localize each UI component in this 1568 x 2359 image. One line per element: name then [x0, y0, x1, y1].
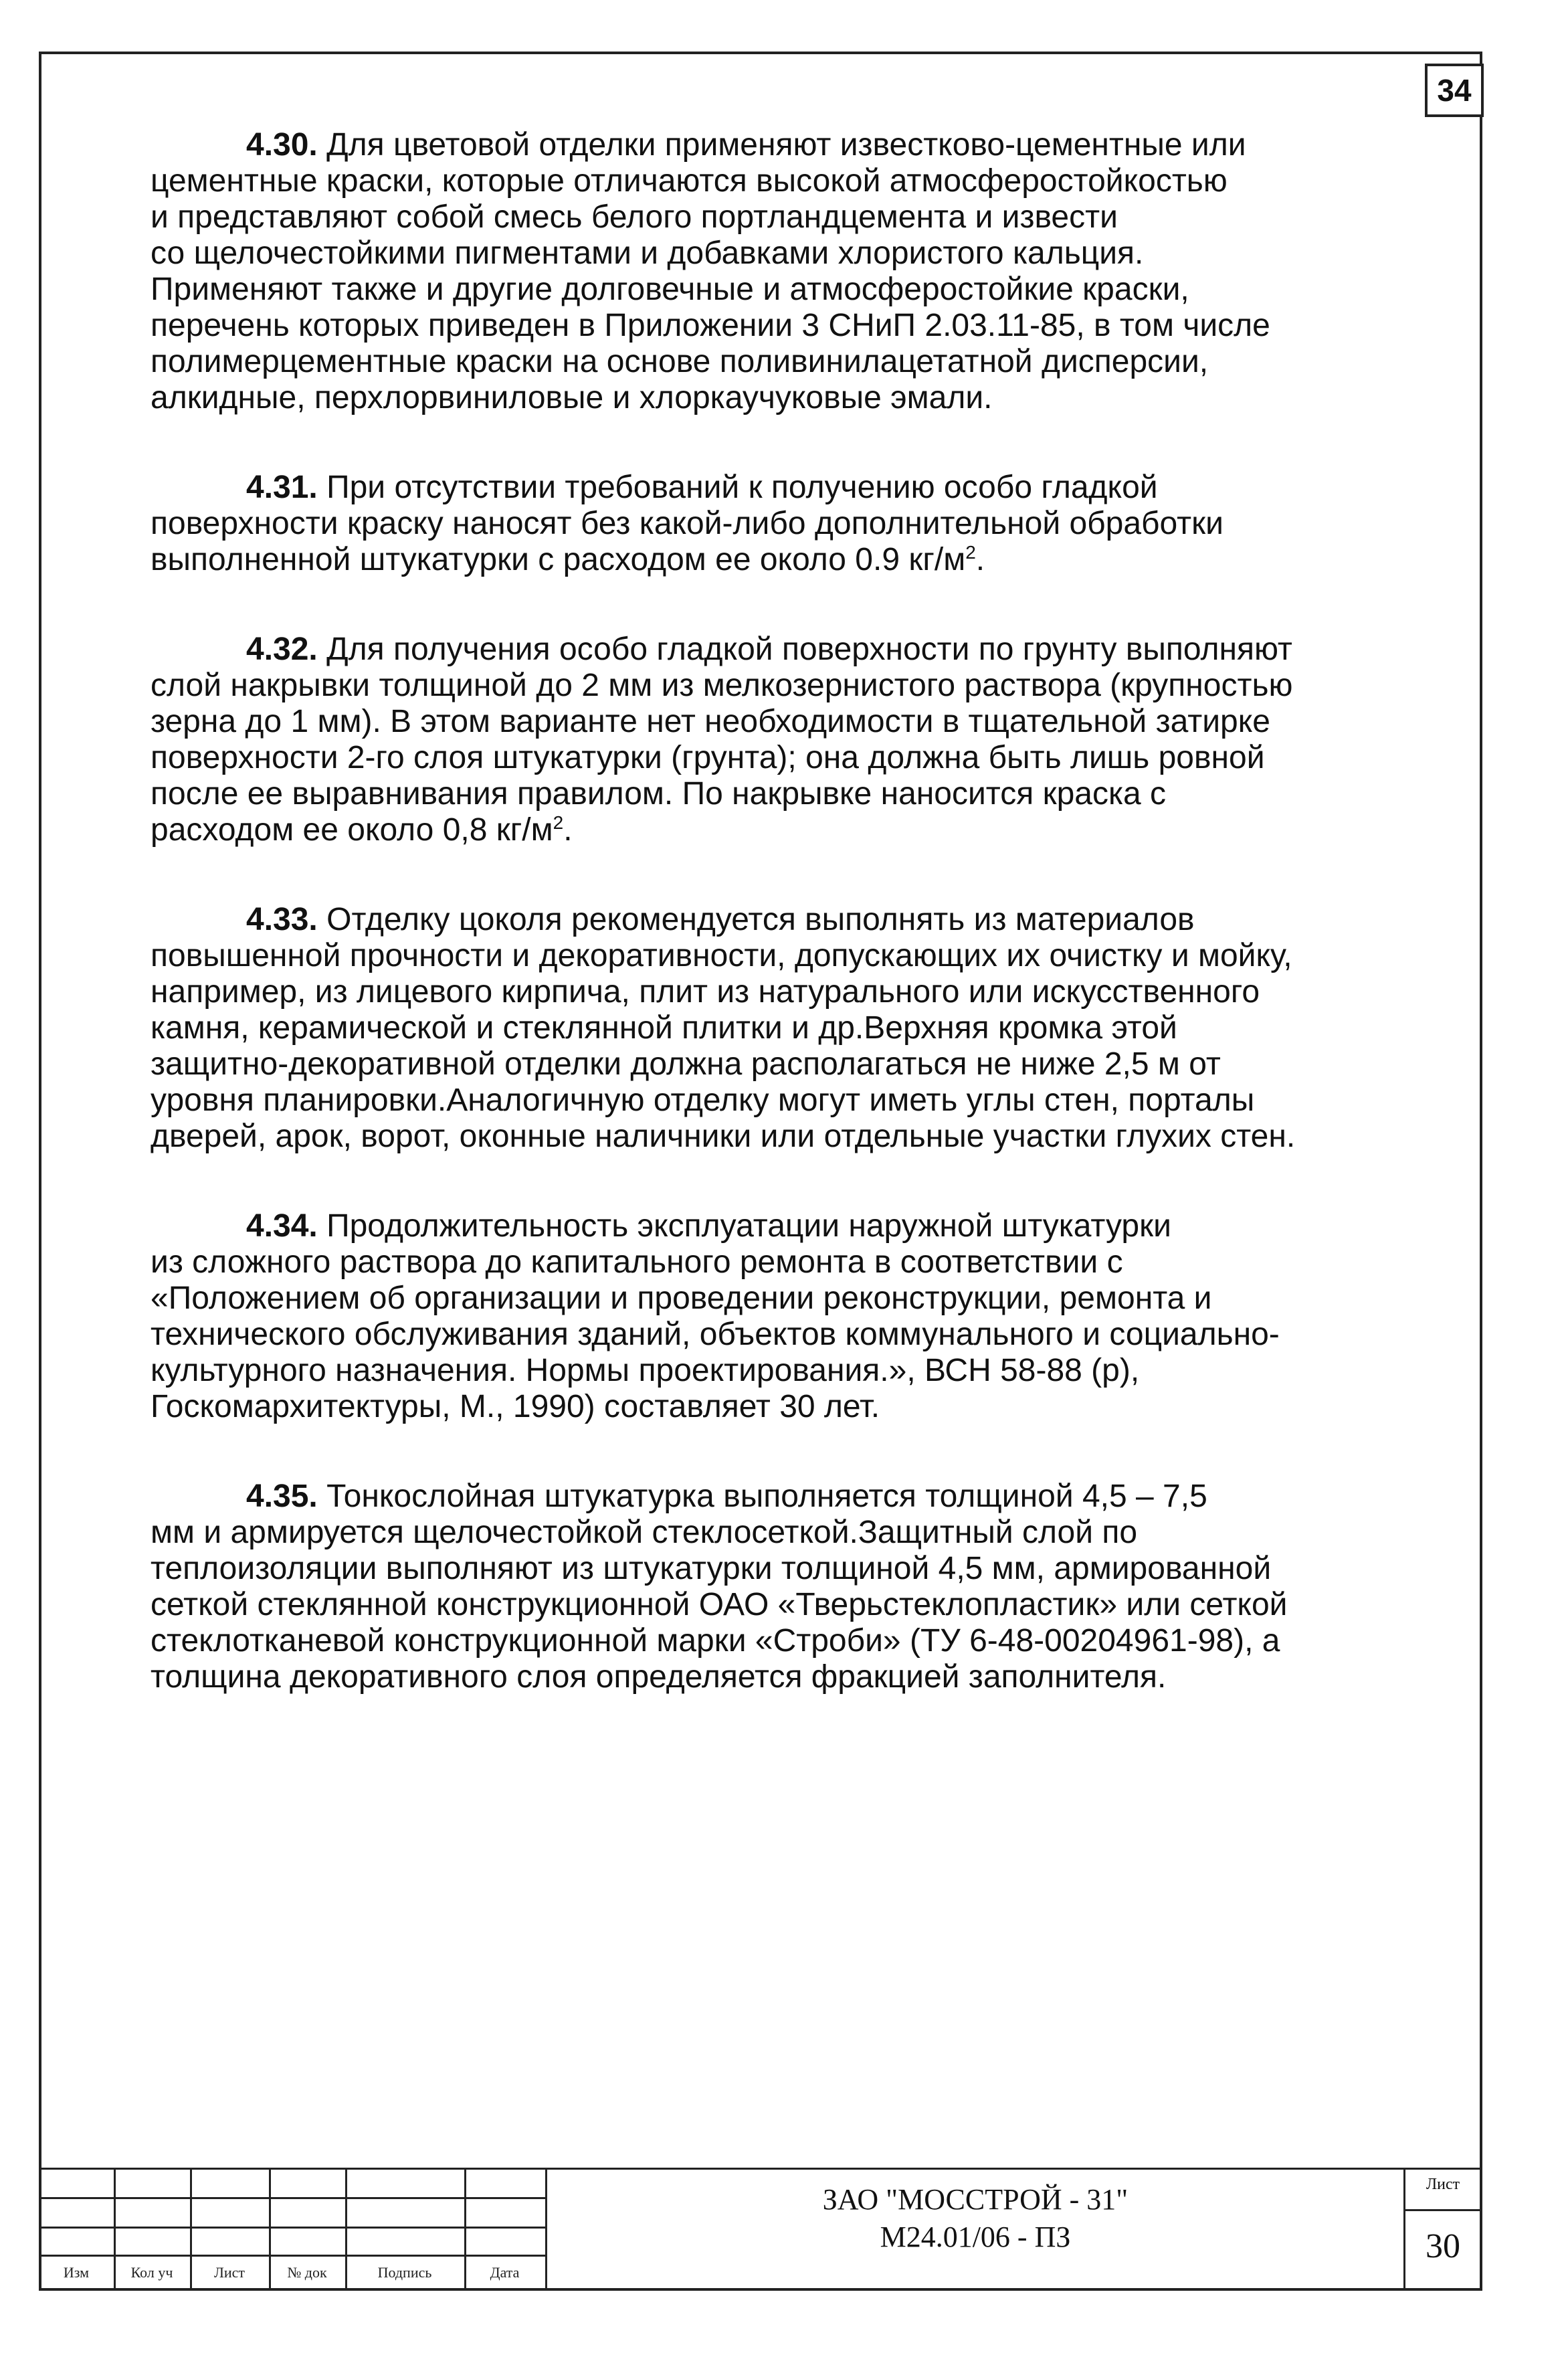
text-line: мм и армируется щелочестойкой стеклосеткой.Защитный слой по: [151, 1515, 1138, 1550]
superscript: 2: [553, 812, 564, 833]
page-number-badge: 34: [1425, 64, 1484, 117]
text-line: При отсутствии требований к получению особо гладкой: [326, 470, 1158, 505]
stamp-title: [547, 2181, 1403, 2256]
paragraph-number: 4.34.: [246, 1208, 318, 1244]
sheet-number: 30: [1426, 2227, 1460, 2265]
paragraph-4-30: [151, 127, 1355, 416]
text-line: стеклотканевой конструкционной марки «Строби» (ТУ 6-48-00204961-98), а: [151, 1623, 1280, 1659]
text-line: после ее выравнивания правилом. По накрывке наносится краска с: [151, 776, 1167, 812]
text-line: технического обслуживания зданий, объектов коммунального и социально-: [151, 1317, 1280, 1352]
grid-line: [1403, 2209, 1482, 2211]
stamp-label-izm: Изм: [63, 2264, 90, 2281]
text-line: защитно-декоративной отделки должна располагаться не ниже 2,5 м от: [151, 1046, 1221, 1082]
text-line: уровня планировки.Аналогичную отделку могут иметь углы стен, порталы: [151, 1082, 1255, 1118]
sheet-label: Лист: [1426, 2176, 1460, 2193]
text-line: поверхности 2-го слоя штукатурки (грунта); она должна быть лишь ровной: [151, 740, 1265, 775]
stamp-label-kol-uch: Кол уч: [130, 2264, 173, 2281]
text-line: культурного назначения. Нормы проектирования.», ВСН 58-88 (р),: [151, 1353, 1140, 1388]
stamp-label-list: Лист: [213, 2264, 246, 2281]
text-line: Применяют также и другие долговечные и атмосферостойкие краски,: [151, 272, 1189, 307]
paragraph-number: 4.35.: [246, 1479, 318, 1514]
text-line: сеткой стеклянной конструкционной ОАО «Тверьстеклопластик» или сеткой: [151, 1587, 1288, 1622]
text-line: Госкомархитектуры, М., 1990) составляет 30 лет.: [151, 1389, 880, 1424]
text-line: полимерцементные краски на основе поливинилацетатной дисперсии,: [151, 344, 1209, 379]
paragraph-number: 4.32.: [246, 632, 318, 667]
text-line: «Положением об организации и проведении реконструкции, ремонта и: [151, 1281, 1212, 1316]
text-line: со щелочестойкими пигментами и добавками хлористого кальция.: [151, 235, 1144, 271]
paragraph-number: 4.33.: [246, 902, 318, 937]
text-line: толщина декоративного слоя определяется фракцией заполнителя.: [151, 1659, 1167, 1695]
text-line: Для цветовой отделки применяют известково-цементные или: [326, 127, 1246, 163]
text-line: алкидные, перхлорвиниловые и хлоркаучуковые эмали.: [151, 380, 993, 415]
text-line: цементные краски, которые отличаются высокой атмосферостойкостью: [151, 163, 1228, 199]
paragraph-4-34: [151, 1208, 1355, 1425]
paragraph-4-32: 4.32. Для получения особо гладкой поверхности по грунту выполняют слой накрывки толщиной до 2 мм из мелкозернистого раствора (крупностью зерна до 1 мм). В этом варианте нет необходимости в тщательной затирке поверхности 2-го слоя штукатурки (грунта); она должна быть лишь ровной после ее выравнивания правилом. По накрывке наносится краска с расходом ее около 0,8 $кг/м^2$.: [151, 632, 1293, 848]
paragraph-4-33: [151, 902, 1355, 1155]
text-line: камня, керамической и стеклянной плитки и др.Верхняя кромка этой: [151, 1010, 1177, 1046]
text-line: Тонкослойная штукатурка выполняется толщиной 4,5 – 7,5: [326, 1479, 1207, 1514]
text-line: и представляют собой смесь белого портландцемента и извести: [151, 199, 1118, 235]
paragraph-number: 4.31.: [246, 470, 318, 505]
text-line: перечень которых приведен в Приложении 3 СНиП 2.03.11-85, в том числе: [151, 308, 1270, 343]
stamp-label-date: Дата: [490, 2264, 520, 2281]
text-line: теплоизоляции выполняют из штукатурки толщиной 4,5 мм, армированной: [151, 1551, 1272, 1586]
stamp-label-signature: Подпись: [377, 2264, 432, 2281]
text-line: поверхности краску наносят без какой-либо дополнительной обработки: [151, 506, 1223, 541]
organization-name: ЗАО "МОССТРОЙ - 31": [822, 2183, 1129, 2216]
document-code: М24.01/06 - ПЗ: [880, 2221, 1071, 2253]
text-line: выполненной штукатурки с расходом ее около 0.9 кг/м: [151, 542, 966, 577]
revision-grid: [39, 2168, 547, 2291]
title-block: [39, 2168, 1482, 2291]
text-line: дверей, арок, ворот, оконные наличники или отдельные участки глухих стен.: [151, 1119, 1296, 1154]
text-line: из сложного раствора до капитального ремонта в соответствии с: [151, 1244, 1123, 1280]
text-line: например, из лицевого кирпича, плит из натурального или искусственного: [151, 974, 1260, 1010]
text-line: повышенной прочности и декоративности, допускающих их очистку и мойку,: [151, 938, 1292, 973]
sheet-box: [1403, 2168, 1482, 2291]
document-body: [151, 127, 1355, 1749]
stamp-label-doc-no: № док: [287, 2264, 327, 2281]
text-line: Отделку цоколя рекомендуется выполнять из материалов: [326, 902, 1195, 937]
text-line: расходом ее около 0,8 кг/м: [151, 812, 553, 848]
paragraph-4-35: [151, 1479, 1355, 1695]
text-line: Продолжительность эксплуатации наружной штукатурки: [326, 1208, 1171, 1244]
text-line: слой накрывки толщиной до 2 мм из мелкозернистого раствора (крупностью: [151, 668, 1293, 703]
text-line: Для получения особо гладкой поверхности по грунту выполняют: [326, 632, 1292, 667]
paragraph-4-31: 4.31. При отсутствии требований к получению особо гладкой поверхности краску наносят без какой-либо дополнительной обработки выполненной штукатурки с расходом ее около 0.9 $кг/м^2$.: [151, 470, 1223, 577]
paragraph-number: 4.30.: [246, 127, 318, 163]
text-line: зерна до 1 мм). В этом варианте нет необходимости в тщательной затирке: [151, 704, 1270, 739]
superscript: 2: [965, 542, 976, 563]
